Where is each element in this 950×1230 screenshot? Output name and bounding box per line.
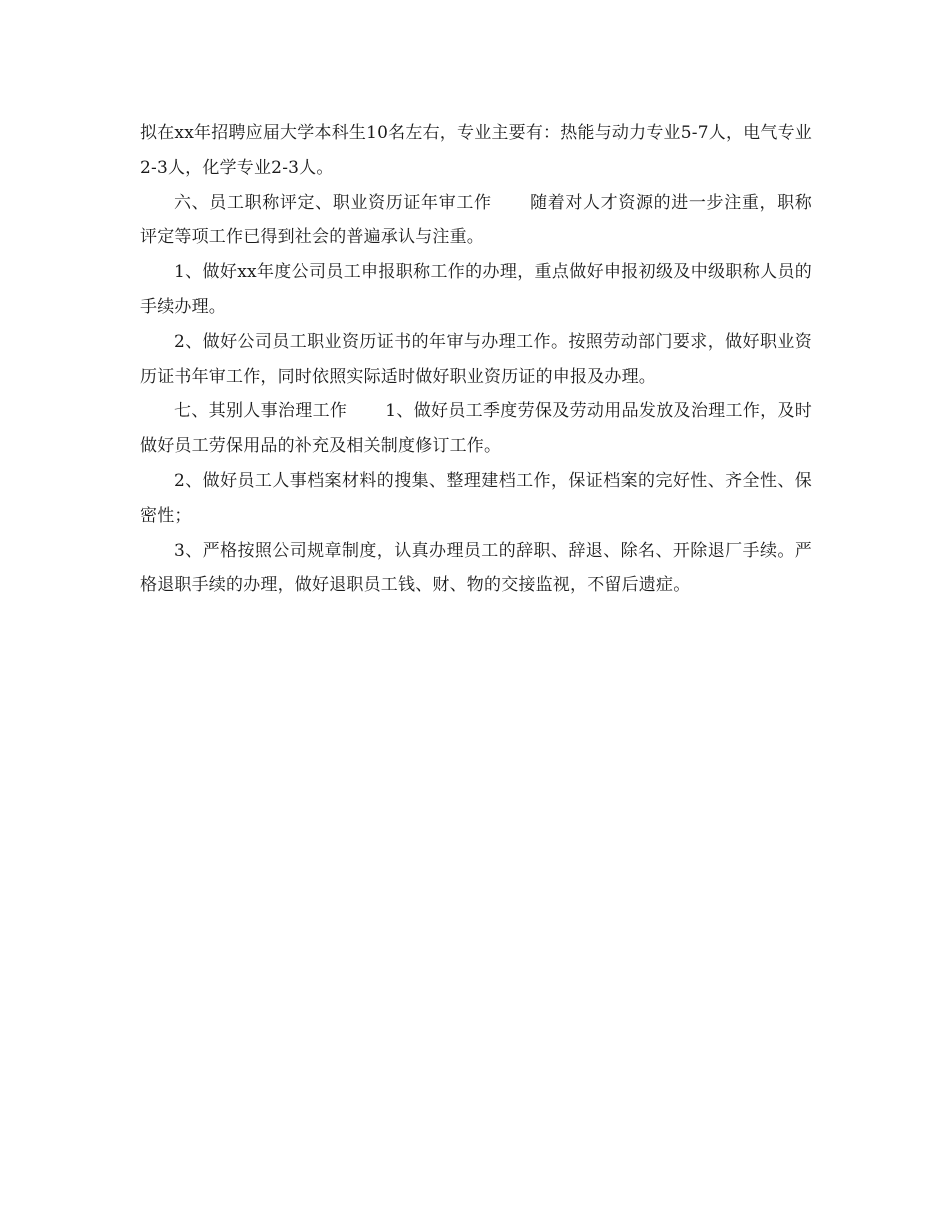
paragraph-item-1: [140, 255, 812, 325]
paragraph-text: 拟在xx年招聘应届大学本科生10名左右，专业主要有：热能与动力专业5-7人，电气专业2-3人，化学专业2-3人。: [140, 123, 812, 178]
paragraph-text: 1、做好员工季度劳保及劳动用品发放及治理工作，及时做好员工劳保用品的补充及相关制度修订工作。: [140, 401, 812, 457]
paragraph-text: 随着对人才资源的进一步注重，职称评定等项工作已得到社会的普遍承认与注重。: [140, 192, 812, 248]
document-body: [140, 116, 812, 603]
paragraph-text: 1、做好xx年度公司员工申报职称工作的办理，重点做好申报初级及中级职称人员的手续办理。: [140, 262, 812, 317]
paragraph-recruitment: [140, 116, 812, 186]
paragraph-text: 3、严格按照公司规章制度，认真办理员工的辞职、辞退、除名、开除退厂手续。严格退职手续的办理，做好退职员工钱、财、物的交接监视，不留后遗症。: [140, 540, 812, 596]
paragraph-section-seven: [140, 394, 812, 464]
paragraph-text: 2、做好公司员工职业资历证书的年审与办理工作。按照劳动部门要求，做好职业资历证书年审工作，同时依照实际适时做好职业资历证的申报及办理。: [140, 331, 812, 387]
paragraph-item-2: [140, 325, 812, 395]
section-heading: 七、其别人事治理工作: [174, 401, 348, 422]
paragraph-item-2b: [140, 464, 812, 534]
paragraph-section-six: [140, 186, 812, 256]
paragraph-item-3: [140, 534, 812, 604]
paragraph-text: 2、做好员工人事档案材料的搜集、整理建档工作，保证档案的完好性、齐全性、保密性；: [140, 470, 812, 526]
section-heading: 六、员工职称评定、职业资历证年审工作: [174, 192, 492, 213]
